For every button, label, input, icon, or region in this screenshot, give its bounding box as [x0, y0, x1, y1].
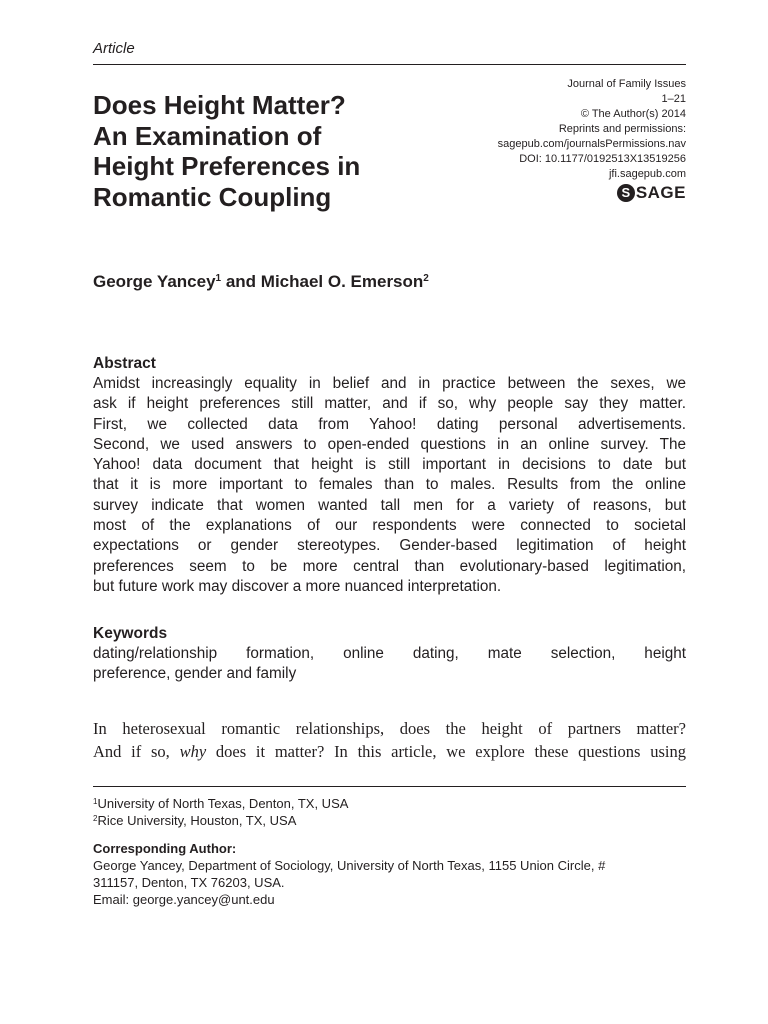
article-title	[93, 90, 453, 212]
abstract-line: ask if height preferences still matter, and if so, why people say they matter.	[93, 395, 686, 413]
keywords-line: preference, gender and family	[93, 665, 297, 683]
body-text-segment: And if so,	[93, 741, 180, 761]
abstract-heading: Abstract	[93, 355, 156, 372]
abstract-line: that it is more important to females than to males. Results from the online	[93, 476, 686, 494]
title-line: An Examination of	[93, 120, 322, 151]
author-list	[93, 272, 429, 292]
sage-wordmark: SAGE	[635, 183, 686, 202]
body-text-emphasis: why	[179, 741, 207, 761]
abstract-line: First, we collected data from Yahoo! dating personal advertisements.	[93, 415, 686, 433]
page-range: 1–21	[661, 93, 686, 105]
corresponding-author-address: George Yancey, Department of Sociology, University of North Texas, 1155 Union Circle, #	[93, 858, 606, 873]
abstract-line: expectations or gender stereotypes. Gender-based legitimation of height	[93, 537, 686, 555]
permissions-link[interactable]: sagepub.com/journalsPermissions.nav	[497, 138, 686, 150]
author-name: George Yancey	[93, 272, 216, 291]
title-line: Does Height Matter?	[93, 90, 346, 120]
body-intro-paragraph	[93, 718, 686, 763]
sage-logo-icon: S	[617, 184, 635, 202]
keywords-heading: Keywords	[93, 625, 168, 642]
abstract-line: but future work may discover a more nuanced interpretation.	[93, 577, 502, 595]
title-line: Height Preferences in	[93, 151, 361, 181]
header-rule	[93, 64, 686, 65]
title-line: Romantic Coupling	[93, 181, 332, 212]
body-line	[93, 741, 686, 764]
corresponding-author-heading: Corresponding Author:	[93, 841, 237, 856]
abstract-line: most of the explanations of our respondents were connected to societal	[93, 517, 686, 535]
corresponding-author-email[interactable]: Email: george.yancey@unt.edu	[93, 892, 275, 907]
author-affiliation-marker: 1	[215, 273, 222, 284]
sage-logo	[617, 184, 686, 202]
abstract-line: Amidst increasingly equality in belief and in practice between the sexes, we	[93, 375, 686, 392]
abstract-line: Yahoo! data document that height is still important in decisions to date but	[93, 456, 686, 474]
article-type-label: Article	[93, 40, 135, 57]
abstract-line: survey indicate that women wanted tall men for a variety of reasons, but	[93, 496, 686, 514]
affiliation-marker: 1	[93, 797, 98, 806]
keywords-text	[93, 644, 686, 685]
author-connector: and	[221, 272, 261, 291]
corresponding-author-address: 311157, Denton, TX 76203, USA.	[93, 875, 285, 890]
abstract-line: preferences seem to be more central than evolutionary-based legitimation,	[93, 557, 686, 575]
copyright: © The Author(s) 2014	[580, 108, 686, 120]
body-line: In heterosexual romantic relationships, does the height of partners matter?	[93, 719, 686, 738]
abstract-text	[93, 374, 686, 597]
reprints-label: Reprints and permissions:	[558, 123, 686, 135]
keywords-line: dating/relationship formation, online dating, mate selection, height	[93, 645, 686, 662]
journal-info	[498, 77, 686, 202]
author-affiliation-marker: 2	[423, 273, 429, 284]
affiliation-line	[93, 795, 348, 812]
body-text-segment: does it matter? In this article, we explore these questions using	[206, 741, 686, 761]
affiliation-text: Rice University, Houston, TX, USA	[97, 813, 297, 828]
footnote-rule	[93, 786, 686, 787]
affiliation-line	[93, 812, 348, 829]
journal-site-link[interactable]: jfi.sagepub.com	[608, 168, 686, 180]
author-name: Michael O. Emerson	[260, 272, 424, 291]
doi[interactable]: DOI: 10.1177/0192513X13519256	[519, 153, 686, 165]
affiliation-text: University of North Texas, Denton, TX, USA	[97, 796, 349, 811]
journal-name: Journal of Family Issues	[567, 78, 686, 90]
corresponding-author	[93, 840, 686, 908]
abstract-line: Second, we used answers to open-ended questions in an online survey. The	[93, 435, 686, 453]
affiliations	[93, 795, 348, 829]
affiliation-marker: 2	[93, 814, 98, 823]
